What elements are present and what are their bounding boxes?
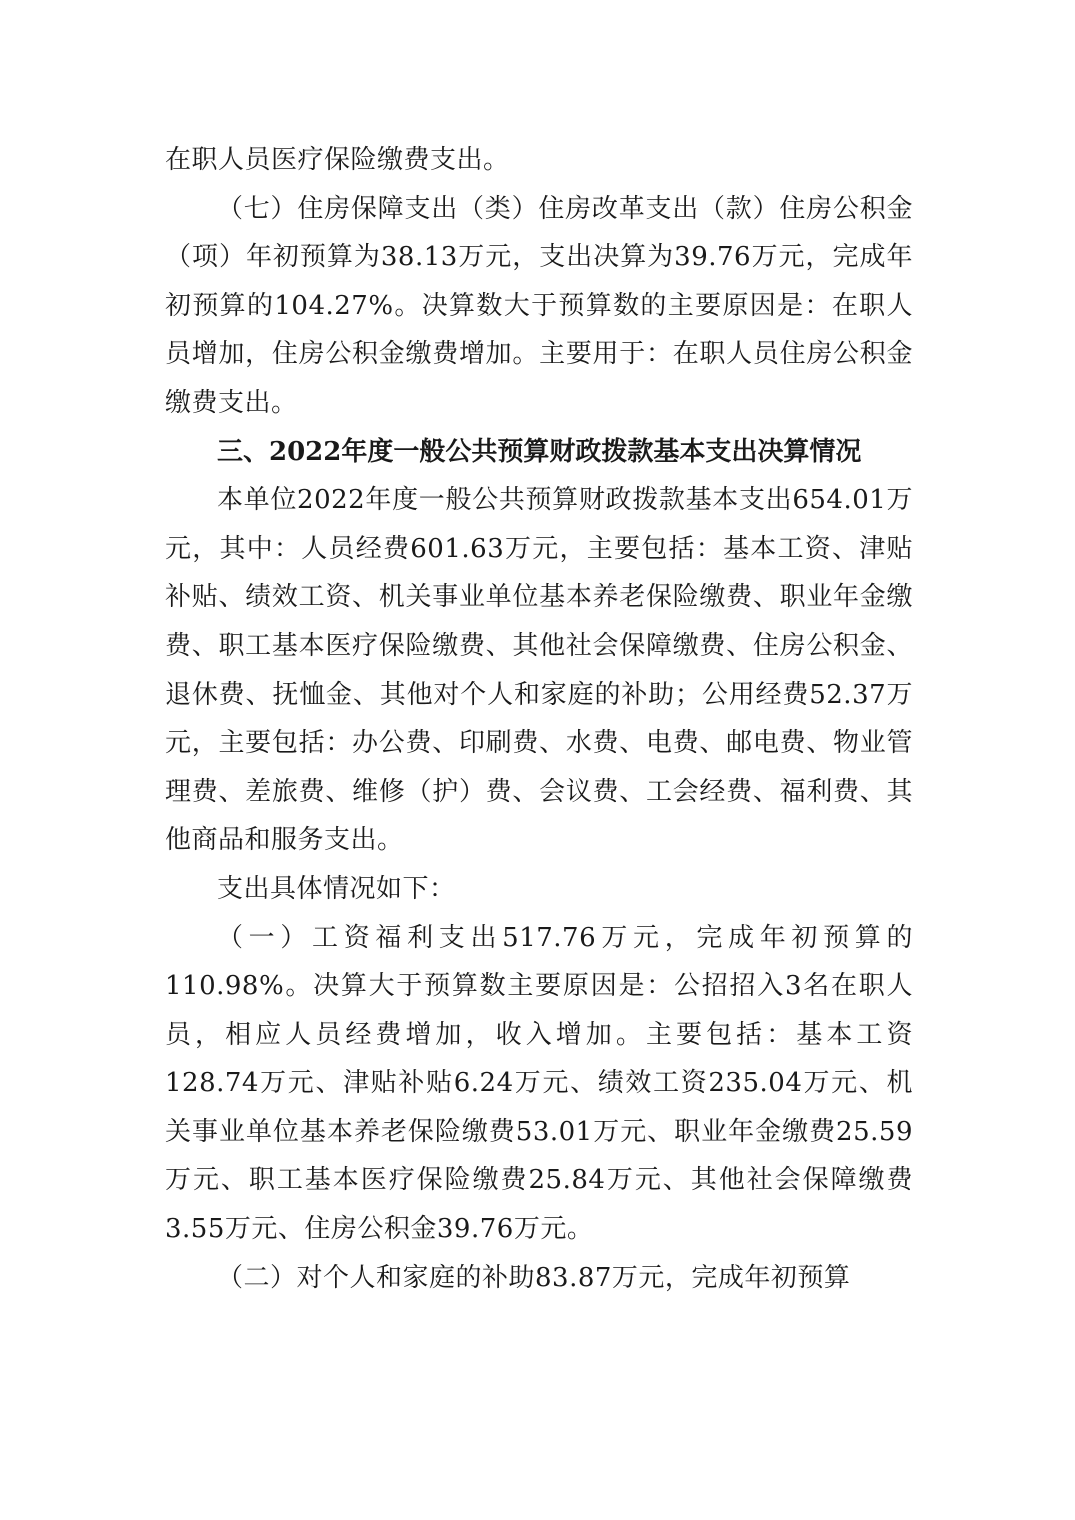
paragraph-details-intro: 支出具体情况如下： [217,873,456,904]
paragraph-continuation: 在职人员医疗保险缴费支出。 [165,145,510,175]
paragraph-wage-welfare: （一）工资福利支出517.76万元，完成年初预算的110.98%。决算大于预算数主要原因是：公招招入3名在职人员，相应人员经费增加，收入增加。主要包括：基本工资128.74万元、津贴补贴6.24万元、绩效工资235.04万元、机关事业单位基本养老保险缴费53.01万元、职业年金缴费25.59万元、职工基本医疗保险缴费25.84万元、其他社会保障缴费3.55万元、住房公积金39.76万元。 [165,922,913,1245]
paragraph-housing-fund: （七）住房保障支出（类）住房改革支出（款）住房公积金（项）年初预算为38.13万元，支出决算为39.76万元，完成年初预算的104.27%。决算数大于预算数的主要原因是：在职人员增加，住房公积金缴费增加。主要用于：在职人员住房公积金缴费支出。 [165,193,913,418]
document-body [165,136,913,1302]
section-heading-basic-expenditure: 三、2022年度一般公共预算财政拨款基本支出决算情况 [217,436,862,467]
paragraph-basic-expenditure-summary: 本单位2022年度一般公共预算财政拨款基本支出654.01万元，其中：人员经费601.63万元，主要包括：基本工资、津贴补贴、绩效工资、机关事业单位基本养老保险缴费、职业年金缴费、职工基本医疗保险缴费、其他社会保障缴费、住房公积金、退休费、抚恤金、其他对个人和家庭的补助；公用经费52.37万元，主要包括：办公费、印刷费、水费、电费、邮电费、物业管理费、差旅费、维修（护）费、会议费、工会经费、福利费、其他商品和服务支出。 [165,485,913,856]
paragraph-household-subsidy: （二）对个人和家庭的补助83.87万元，完成年初预算 [217,1262,851,1293]
